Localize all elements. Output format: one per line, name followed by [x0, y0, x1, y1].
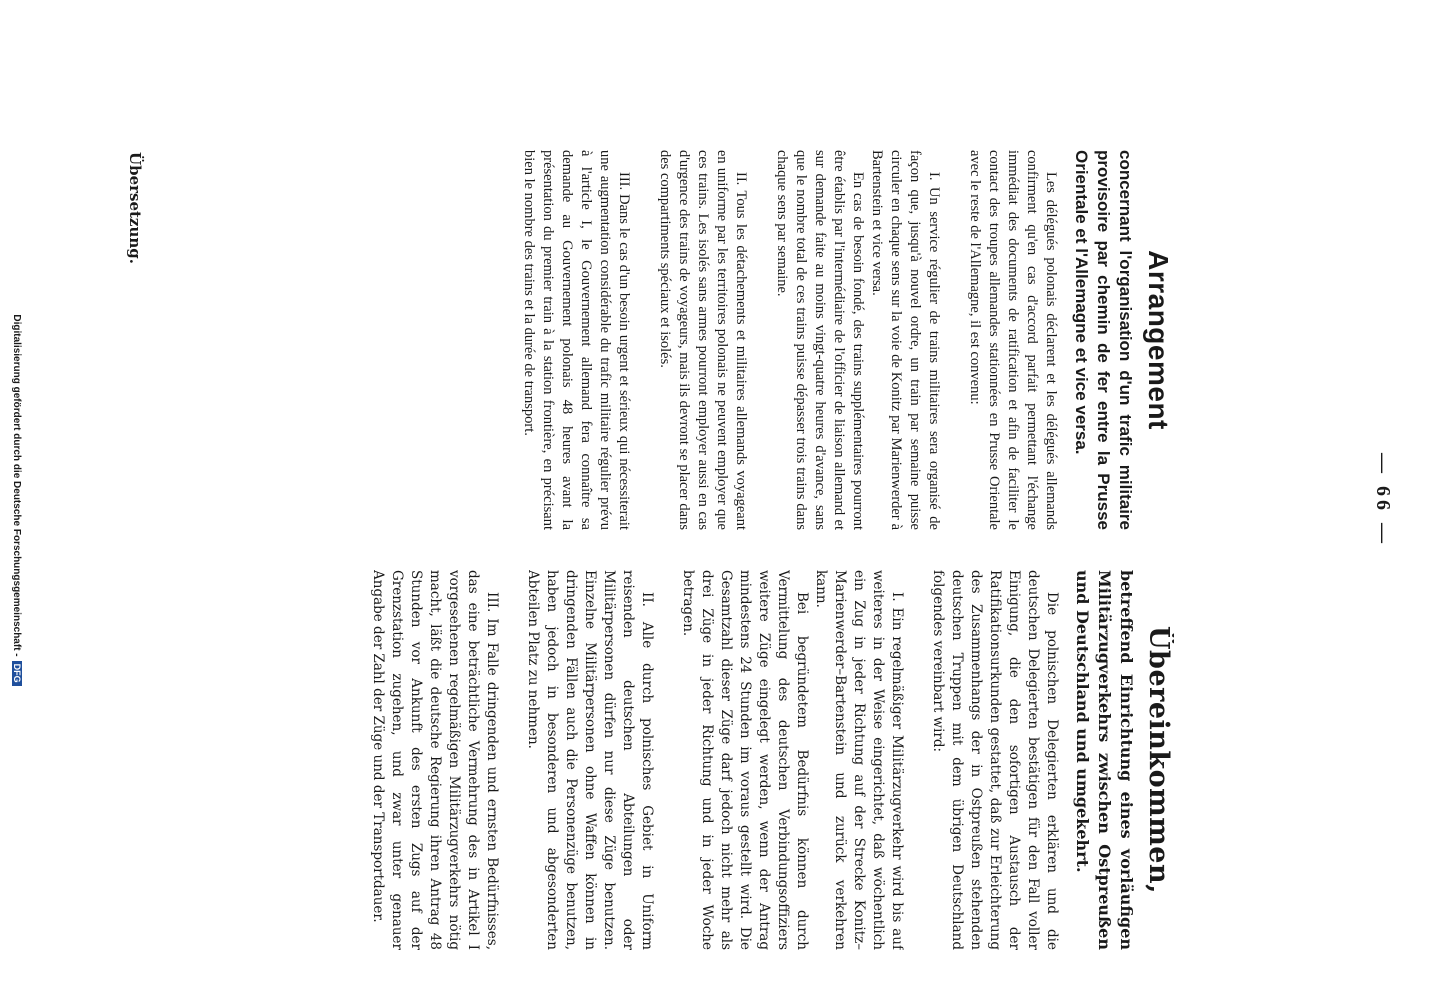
dfg-logo: DFG [12, 661, 22, 686]
french-paragraph: I. Un service régulier de trains militaires sera organisé de façon que, jusqu'à nouvel ordre, un train par semaine puisse circuler en chaque sens sur la voie de Konitz par Marienwerder à Bartenstein et vice versa. [869, 150, 942, 530]
german-subtitle: betreffend Einrichtung eines vorläufigen Militärzugverkehrs zwischen Ostpreußen und Deutschland und umgekehrt. [1073, 570, 1136, 950]
french-subtitle: concernant l'organisation d'un trafic militaire provisoire par chemin de fer entre la Prusse Orientale et l'Allemagne et vice versa. [1072, 150, 1135, 530]
digitization-credit [11, 0, 22, 1000]
german-paragraph: Die polnischen Delegierten erklären und die deutschen Delegierten bestätigen für den Fall voller Einigung, die den sofortigen Austausch der Ratifikationsurkunden gestattet, daß zur Erleichterung des Zusammenhangs der in Ostpreußen stehenden deutschen Truppen mit dem übrigen Deutschland folgendes vereinbart wird: [930, 570, 1060, 950]
german-column [94, 570, 1174, 950]
page-number: — 66 — [1372, 453, 1394, 547]
french-column [94, 150, 1174, 530]
french-paragraph: III. Dans le cas d'un besoin urgent et sérieux qui nécessiterait une augmentation considérable du trafic militaire régulier prévu à l'article I, le Gouvernement allemand fera connaître sa demande au Gouvernement polonais 48 heures avant la présentation du premier train à la station frontière, en précisant bien le nombre des trains et la durée de transport. [521, 150, 632, 530]
french-title: Arrangement [1143, 250, 1174, 430]
french-paragraph: II. Tous les détachements et militaires allemands voyageant en uniforme par les territoires polonais ne peuvent employer que ces trains. Les isolés sans armes pourront employer aussi en cas d'urgence des trains de voyageurs, mais ils devront se placer dans des compartiments spéciaux et isolés. [657, 150, 749, 530]
running-head: Übersetzung. [126, 152, 144, 264]
german-paragraph: I. Ein regelmäßiger Militärzugverkehr wird bis auf weiteres in der Weise eingerichtet, daß wöchentlich ein Zug in jeder Richtung auf der Strecke Konitz–Marienwerder–Bartenstein und zurück verkehren kann. [813, 570, 905, 950]
german-paragraph: II. Alle durch polnisches Gebiet in Uniform reisenden deutschen Abteilungen oder Militärpersonen dürfen nur diese Züge benutzen. Einzelne Militärpersonen ohne Waffen können in dringenden Fällen auch die Personenzüge benutzen, haben jedoch in besonderen und abgesonderten Abteilen Platz zu nehmen. [525, 570, 655, 950]
french-paragraph: En cas de besoin fondé, des trains supplémentaires pourront être établis par l'intermédiaire de l'officier de liaison allemand et sur demande faite au moins vingt-quatre heures d'avance, sans que le nombre total de ces trains puisse dépasser trois trains dans chaque sens par semaine. [774, 150, 866, 530]
german-title: Übereinkommen, [1143, 626, 1174, 894]
german-paragraph: III. Im Falle dringenden und ernsten Bedürfnisses, das eine beträchtliche Vermehrung des in Artikel I vorgesehenen regelmäßigen Militärzugverkehrs nötig macht, läßt die deutsche Regierung ihren Antrag 48 Stunden vor Ankunft des ersten Zugs auf der Grenzstation zugehen, und zwar unter genauer Angabe der Zahl der Züge und der Transportdauer. [370, 570, 500, 950]
german-paragraph: Bei begründetem Bedürfnis können durch Vermittelung des deutschen Verbindungsoffiziers weitere Züge eingelegt werden, wenn der Antrag mindestens 24 Stunden im voraus gestellt wird. Die Gesamtzahl dieser Züge darf jedoch nicht mehr als drei Züge in jeder Richtung und in jeder Woche betragen. [680, 570, 810, 950]
credit-text: Digitalisierung gefördert durch die Deutsche Forschungsgemeinschaft - [11, 314, 22, 657]
french-paragraph: Les délégués polonais déclarent et les délégués allemands confirment qu'en cas d'accord parfait permettant l'échange immédiat des documents de ratification et afin de faciliter le contact des troupes allemandes stationnées en Prusse Orientale avec le reste de l'Allemagne, il est convenu: [967, 150, 1059, 530]
